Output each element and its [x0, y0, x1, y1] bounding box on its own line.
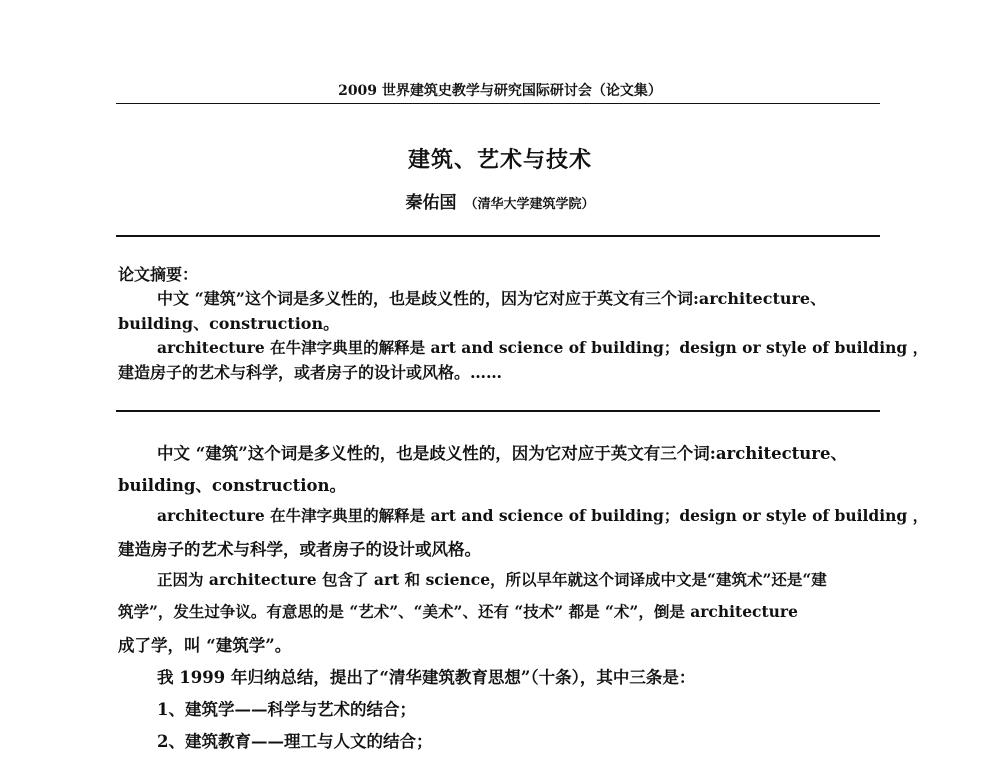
running-header: 2009 世界建筑史教学与研究国际研讨会（论文集）: [338, 83, 662, 99]
body-line: 筑学”，发生过争议。有意思的是 “艺术”、“美术”、还有 “技术” 都是 “术”，倒是 architecture: [118, 602, 798, 621]
author-affiliation: （清华大学建筑学院）: [464, 197, 595, 212]
body-line: architecture 在牛津字典里的解释是 art and science of building；design or style of building ，: [157, 506, 929, 525]
body-line: 我 1999 年归纳总结，提出了“清华建筑教育思想”（十条），其中三条是：: [157, 668, 696, 687]
abstract-line: architecture 在牛津字典里的解释是 art and science of building；design or style of building ，: [157, 338, 929, 357]
author-name: 秦佑国: [405, 193, 457, 213]
abstract-line: 建造房子的艺术与科学，或者房子的设计或风格。……: [118, 363, 503, 382]
body-line: building、construction。: [118, 476, 346, 495]
paper-title: 建筑、艺术与技术: [407, 147, 592, 173]
abstract-rule: [116, 410, 880, 412]
abstract-line: building、construction。: [118, 314, 340, 333]
abstract-line: 中文 “建筑”这个词是多义性的，也是歧义性的，因为它对应于英文有三个词:architecture、: [157, 289, 827, 308]
body-line: 建造房子的艺术与科学，或者房子的设计或风格。: [118, 540, 481, 559]
header-rule: [116, 103, 880, 104]
body-line: 中文 “建筑”这个词是多义性的，也是歧义性的，因为它对应于英文有三个词:architecture、: [157, 444, 847, 463]
byline: [0, 188, 1000, 213]
title-rule: [116, 235, 880, 237]
abstract-label: 论文摘要：: [118, 265, 199, 284]
body-line: 正因为 architecture 包含了 art 和 science，所以早年就这个词译成中文是“建筑术”还是“建: [157, 570, 827, 589]
body-list-item: 1、建筑学——科学与艺术的结合；: [157, 700, 416, 719]
body-list-item: 2、建筑教育——理工与人文的结合；: [157, 732, 433, 751]
body-line: 成了学，叫 “建筑学”。: [118, 636, 292, 655]
